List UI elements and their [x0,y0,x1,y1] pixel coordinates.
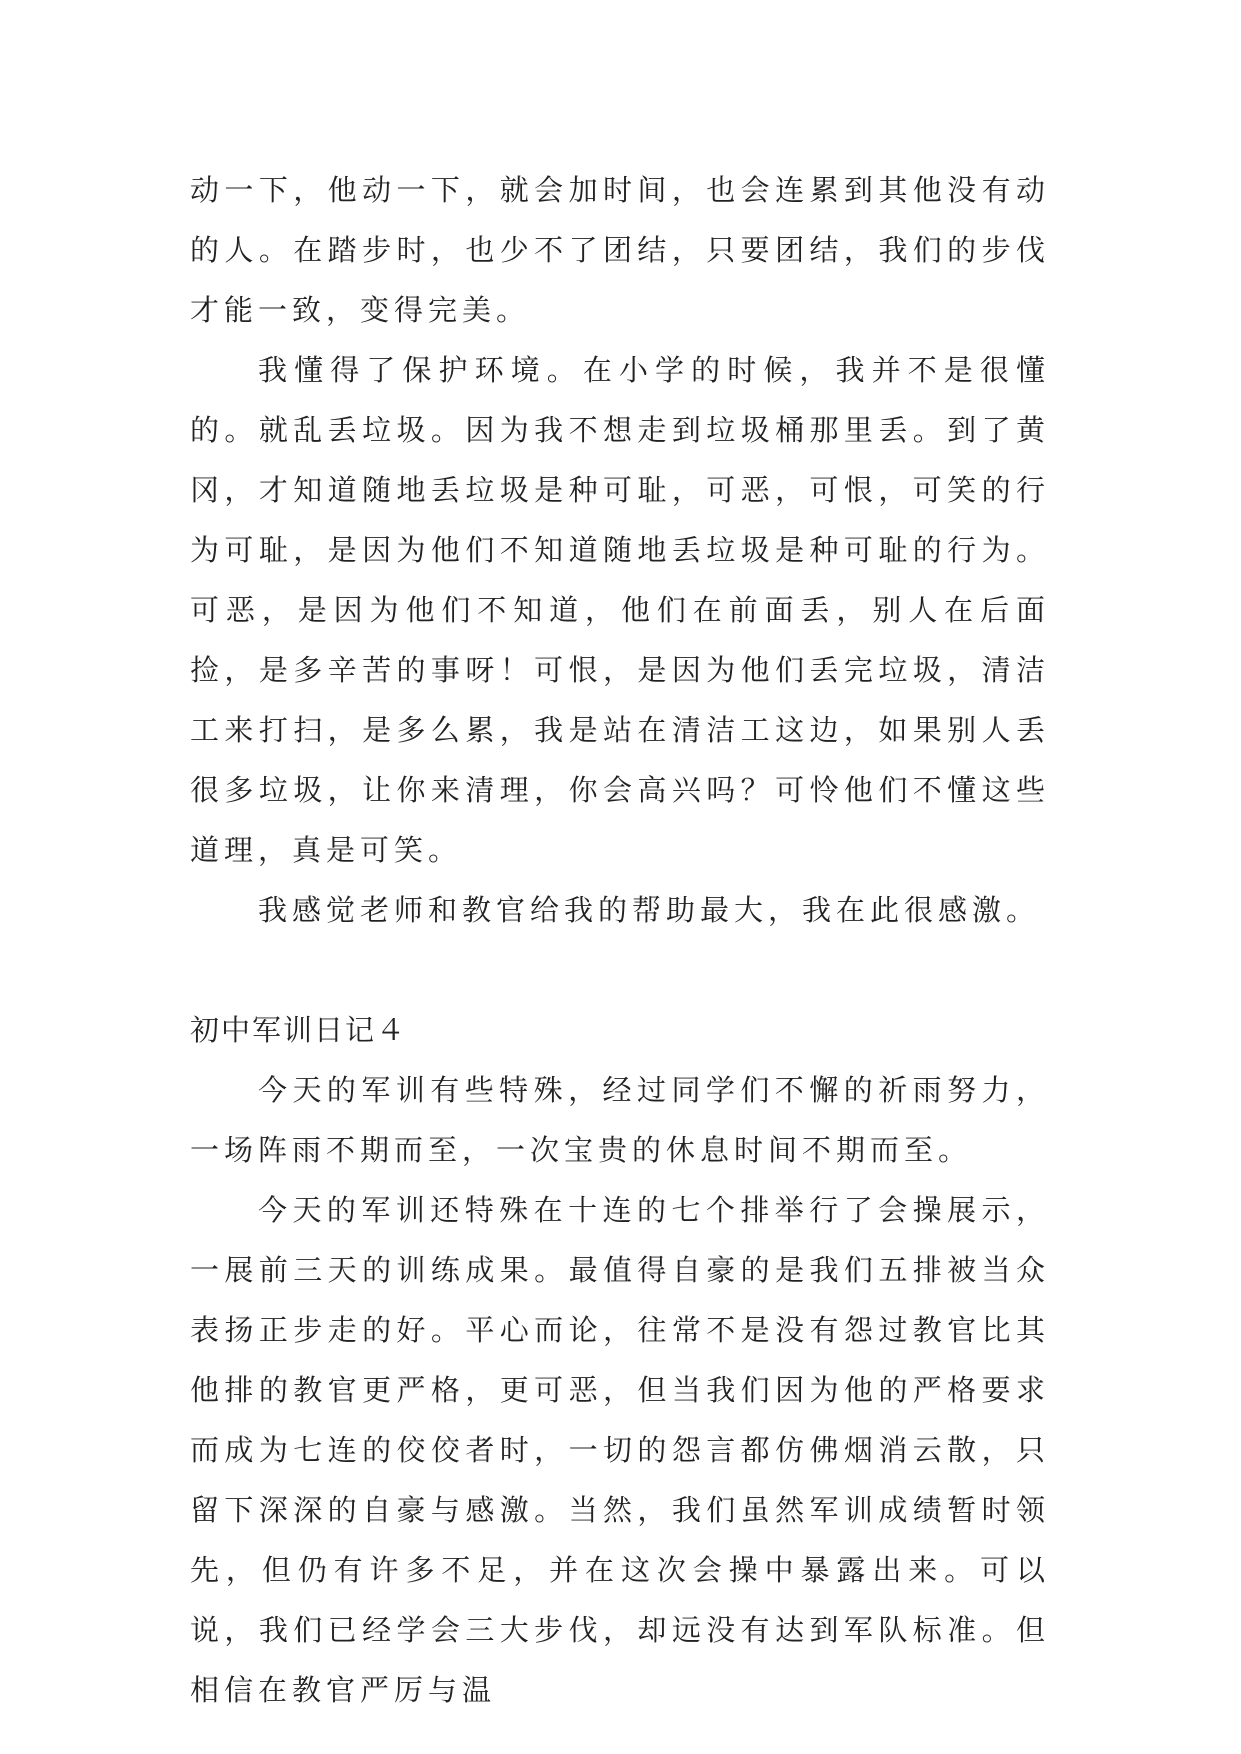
document-body [190,160,1050,1720]
paragraph-3: 我感觉老师和教官给我的帮助最大，我在此很感激。 [258,893,1041,927]
paragraph-5: 今天的军训还特殊在十连的七个排举行了会操展示，一展前三天的训练成果。最值得自豪的是我们五排被当众表扬正步走的好。平心而论，往常不是没有怨过教官比其他排的教官更严格，更可恶，但当我们因为他的严格要求而成为七连的佼佼者时，一切的怨言都仿佛烟消云散，只留下深深的自豪与感激。当然，我们虽然军训成绩暂时领先，但仍有许多不足，并在这次会操中暴露出来。可以说，我们已经学会三大步伐，却远没有达到军队标准。但相信在教官严厉与温 [190,1193,1050,1707]
paragraph-4: 今天的军训有些特殊，经过同学们不懈的祈雨努力，一场阵雨不期而至，一次宝贵的休息时间不期而至。 [190,1073,1050,1167]
section-heading: 初中军训日记４ [190,1013,408,1047]
paragraph-2: 我懂得了保护环境。在小学的时候，我并不是很懂的。就乱丢垃圾。因为我不想走到垃圾桶那里丢。到了黄冈，才知道随地丢垃圾是种可耻，可恶，可恨，可笑的行为可耻，是因为他们不知道随地丢垃圾是种可耻的行为。可恶，是因为他们不知道，他们在前面丢，别人在后面捡，是多辛苦的事呀！可恨，是因为他们丢完垃圾，清洁工来打扫，是多么累，我是站在清洁工这边，如果别人丢很多垃圾，让你来清理，你会高兴吗？可怜他们不懂这些道理，真是可笑。 [190,353,1050,867]
paragraph-1: 动一下，他动一下，就会加时间，也会连累到其他没有动的人。在踏步时，也少不了团结，只要团结，我们的步伐才能一致，变得完美。 [190,173,1050,327]
